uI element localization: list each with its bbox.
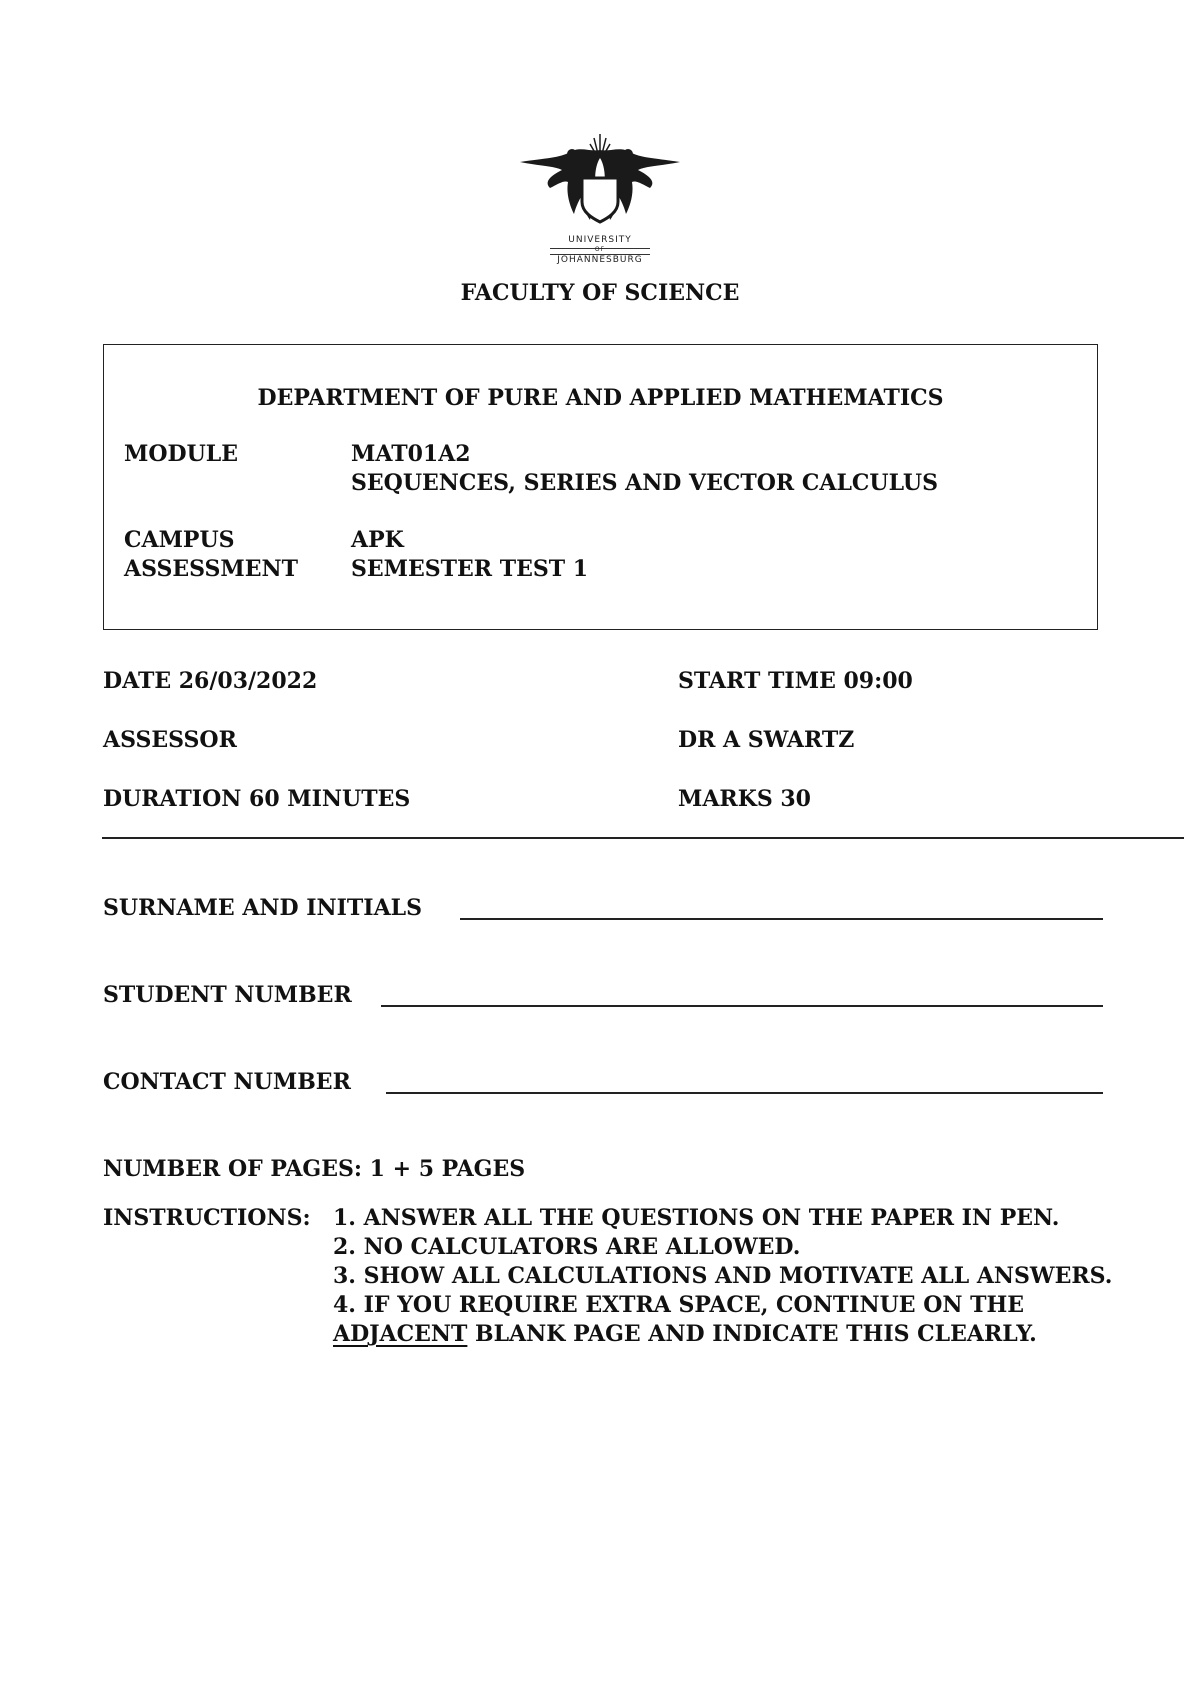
campus-value: APK xyxy=(351,527,404,553)
faculty-title: FACULTY OF SCIENCE xyxy=(460,280,740,306)
start-time: START TIME 09:00 xyxy=(678,668,913,694)
university-logo xyxy=(510,132,690,272)
instruction-item: 1. ANSWER ALL THE QUESTIONS ON THE PAPER IN PEN. xyxy=(333,1205,1060,1231)
instruction-item: 2. NO CALCULATORS ARE ALLOWED. xyxy=(333,1234,801,1260)
student-number-label: STUDENT NUMBER xyxy=(103,982,352,1008)
assessment-label: ASSESSMENT xyxy=(124,556,299,582)
instruction-item xyxy=(333,1321,1037,1347)
university-of-johannesburg-crest-icon xyxy=(510,132,690,232)
contact-number-input-line[interactable] xyxy=(386,1092,1103,1094)
department-title: DEPARTMENT OF PURE AND APPLIED MATHEMATICS xyxy=(257,385,944,411)
campus-label: CAMPUS xyxy=(124,527,235,553)
logo-johannesburg-text: JOHANNESBURG xyxy=(557,255,643,265)
instruction-item: 3. SHOW ALL CALCULATIONS AND MOTIVATE ALL ANSWERS. xyxy=(333,1263,1113,1289)
logo-university-text: UNIVERSITY xyxy=(568,235,632,245)
duration: DURATION 60 MINUTES xyxy=(103,786,411,812)
adjacent-underlined-text: ADJACENT xyxy=(333,1321,468,1347)
department-info-box xyxy=(103,344,1098,630)
section-divider xyxy=(102,837,1184,839)
instructions-label: INSTRUCTIONS: xyxy=(103,1205,311,1231)
marks: MARKS 30 xyxy=(678,786,811,812)
assessor-label: ASSESSOR xyxy=(103,727,237,753)
test-date: DATE 26/03/2022 xyxy=(103,668,318,694)
logo-of-text: OF xyxy=(594,246,606,253)
contact-number-label: CONTACT NUMBER xyxy=(103,1069,351,1095)
assessor-value: DR A SWARTZ xyxy=(678,727,855,753)
assessment-value: SEMESTER TEST 1 xyxy=(351,556,589,582)
module-name: SEQUENCES, SERIES AND VECTOR CALCULUS xyxy=(351,470,938,496)
student-number-input-line[interactable] xyxy=(381,1005,1103,1007)
number-of-pages: NUMBER OF PAGES: 1 + 5 PAGES xyxy=(103,1156,526,1182)
module-label: MODULE xyxy=(124,441,239,467)
module-code: MAT01A2 xyxy=(351,441,471,467)
instruction-item-rest: BLANK PAGE AND INDICATE THIS CLEARLY. xyxy=(467,1321,1037,1347)
surname-input-line[interactable] xyxy=(460,918,1103,920)
instruction-item: 4. IF YOU REQUIRE EXTRA SPACE, CONTINUE ON THE xyxy=(333,1292,1025,1318)
surname-label: SURNAME AND INITIALS xyxy=(103,895,423,921)
